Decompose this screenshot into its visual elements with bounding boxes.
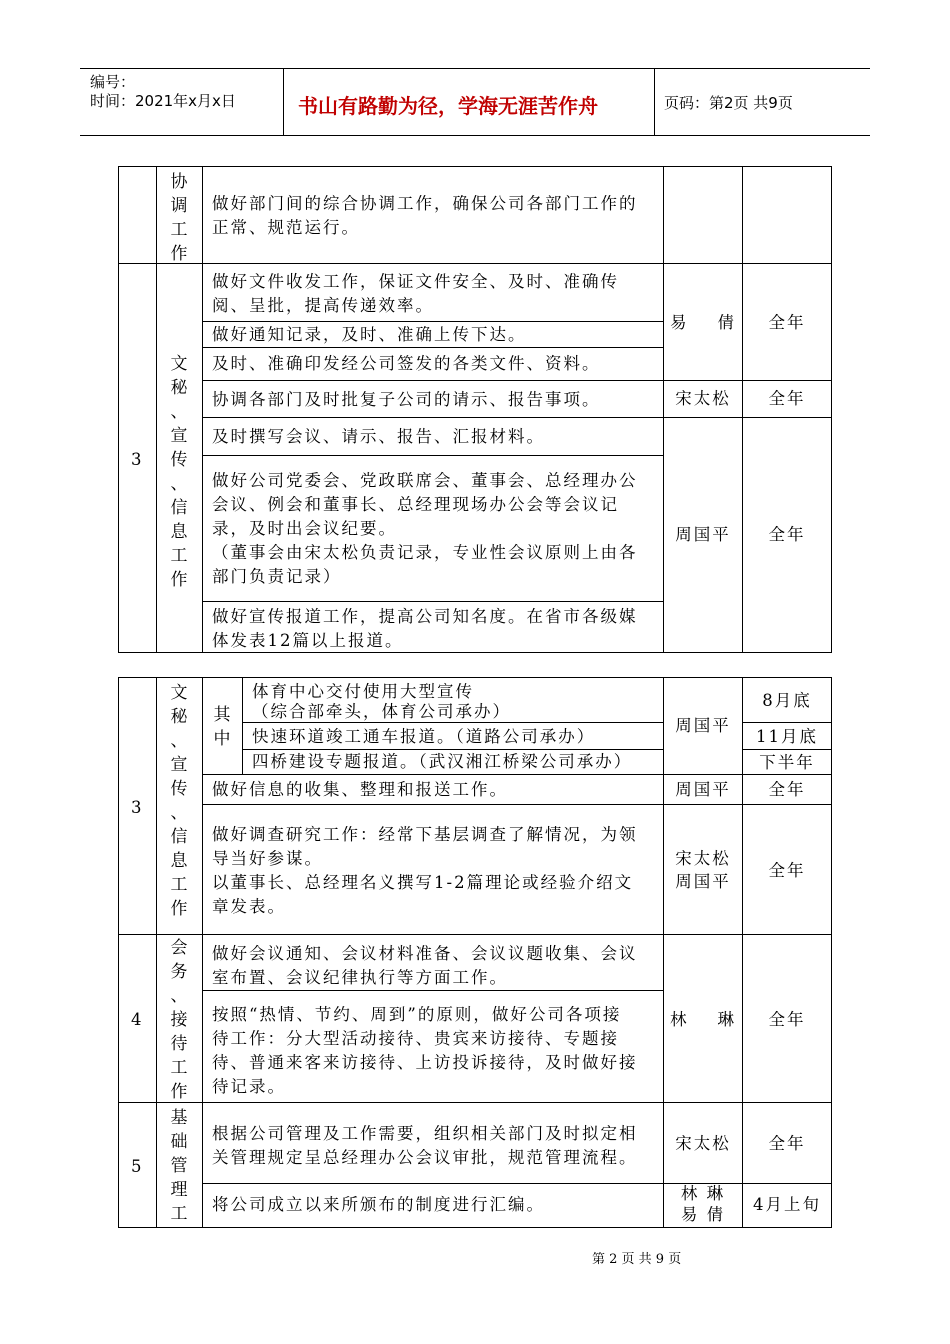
task-text: 导当好参谋。 xyxy=(212,849,323,868)
t2-row-b xyxy=(202,804,832,805)
task-text: 协调各部门及时批复子公司的请示、报告事项。 xyxy=(212,390,601,409)
label-char: 作 xyxy=(170,244,188,264)
task-text: 待、普通来客来访接待、上访投诉接待，及时做好接 xyxy=(212,1053,638,1072)
label-char: 息 xyxy=(170,851,188,871)
label-char: 作 xyxy=(170,1082,188,1102)
t2-row-sec3-end xyxy=(118,934,832,935)
task-text: 将公司成立以来所颁布的制度进行汇编。 xyxy=(212,1195,545,1214)
task-text: 章发表。 xyxy=(212,897,286,916)
task-text: 及时、准确印发经公司签发的各类文件、资料。 xyxy=(212,354,601,373)
label-char: 宣 xyxy=(170,755,188,775)
task-text: 做好会议通知、会议材料准备、会议议题收集、会议 xyxy=(212,944,638,963)
label-char: 工 xyxy=(170,546,188,566)
task-text: 做好调查研究工作：经常下基层调查了解情况，为领 xyxy=(212,825,638,844)
person-cell: 周国平 xyxy=(675,525,731,544)
label-char: 中 xyxy=(213,729,231,749)
task-text: 以董事长、总经理名义撰写1-2篇理论或经验介绍文 xyxy=(212,873,634,892)
t1-sec3-label xyxy=(167,352,191,592)
time-cell: 全年 xyxy=(768,780,806,799)
time-cell: 全年 xyxy=(768,525,806,544)
task-text: 待工作：分大型活动接待、贵宾来访接待、专题接 xyxy=(212,1029,619,1048)
header-top-rule xyxy=(80,68,870,69)
t1-row-coord-end xyxy=(118,263,832,264)
t2-col3 xyxy=(202,677,203,1228)
label-char: 会 xyxy=(170,938,188,958)
label-char: 工 xyxy=(170,875,188,895)
label-char: 信 xyxy=(170,827,188,847)
t1-row-f xyxy=(202,601,663,602)
coord-label xyxy=(167,170,191,266)
sub-label xyxy=(210,703,234,751)
task-text: 根据公司管理及工作需要，组织相关部门及时拟定相 xyxy=(212,1124,638,1143)
label-char: 秘 xyxy=(170,707,188,727)
t2-sub-time-row1 xyxy=(742,722,832,723)
task-text: 体发表12篇以上报道。 xyxy=(212,631,404,650)
t2-row-sec4-end xyxy=(118,1102,832,1103)
label-char: 作 xyxy=(170,570,188,590)
person-cell: 周国平 xyxy=(675,716,731,735)
person-cell: 宋太松 周国平 xyxy=(675,849,731,891)
page-footer: 第 2 页 共 9 页 xyxy=(592,1252,682,1267)
label-char: 文 xyxy=(170,683,188,703)
t1-row-b xyxy=(202,347,663,348)
header-time: 时间：2021年x月x日 xyxy=(90,92,236,110)
label-char: 工 xyxy=(170,1204,188,1224)
task-text: 关管理规定呈总经理办公会议审批，规范管理流程。 xyxy=(212,1148,638,1167)
header-motto: 书山有路勤为径，学海无涯苦作舟 xyxy=(298,94,598,118)
header-number: 编号： xyxy=(90,73,136,91)
time-cell: 8月底 xyxy=(762,691,812,710)
t1-left xyxy=(118,166,119,653)
t1-row-d xyxy=(202,417,832,418)
coord-task-line2: 正常、规范运行。 xyxy=(212,218,360,237)
task-text: 及时撰写会议、请示、报告、汇报材料。 xyxy=(212,427,545,446)
time-cell: 全年 xyxy=(768,389,806,408)
task-text: 做好通知记录，及时、准确上传下达。 xyxy=(212,325,527,344)
t2-row-c xyxy=(202,990,663,991)
label-char: 秘 xyxy=(170,378,188,398)
t2-bottom xyxy=(118,1227,832,1228)
t1-row-a xyxy=(202,321,663,322)
time-cell: 4月上旬 xyxy=(753,1195,821,1214)
t2-sub-col xyxy=(242,677,243,774)
label-char: 宣 xyxy=(170,426,188,446)
task-text: 做好宣传报道工作，提高公司知名度。在省市各级媒 xyxy=(212,607,638,626)
header-divider-left xyxy=(283,68,284,136)
time-cell: 下半年 xyxy=(759,753,815,772)
task-text: 做好信息的收集、整理和报送工作。 xyxy=(212,780,508,799)
label-char: 理 xyxy=(170,1180,188,1200)
time-cell: 11月底 xyxy=(756,727,818,746)
header-page-info: 页码：第2页 共9页 xyxy=(664,94,793,112)
task-text: 做好文件收发工作，保证文件安全、及时、准确传 xyxy=(212,272,619,291)
time-cell: 全年 xyxy=(768,1134,806,1153)
header-bottom-rule xyxy=(80,135,870,136)
sub-task-text: （综合部牵头，体育公司承办） xyxy=(252,702,511,721)
label-char: 调 xyxy=(170,196,188,216)
label-char: 息 xyxy=(170,522,188,542)
t2-sub-time-row2 xyxy=(742,749,832,750)
t1-col3 xyxy=(202,166,203,653)
label-char: 、 xyxy=(170,474,188,494)
label-char: 、 xyxy=(170,803,188,823)
t2-col2 xyxy=(156,677,157,1228)
task-text: 录，及时出会议纪要。 xyxy=(212,519,397,538)
person-cell: 周国平 xyxy=(675,780,731,799)
person-cell: 宋太松 xyxy=(675,389,731,408)
sec5-label xyxy=(167,1106,191,1226)
time-cell: 全年 xyxy=(768,861,806,880)
time-cell: 全年 xyxy=(768,1010,806,1029)
t2-left xyxy=(118,677,119,1228)
t1-sec3-number: 3 xyxy=(131,450,144,469)
label-char: 、 xyxy=(170,986,188,1006)
label-char: 传 xyxy=(170,450,188,470)
task-text: 室布置、会议纪律执行等方面工作。 xyxy=(212,968,508,987)
task-text: （董事会由宋太松负责记录，专业性会议原则上由各 xyxy=(212,543,638,562)
t2-top xyxy=(118,677,832,678)
task-text: 阅、呈批，提高传递效率。 xyxy=(212,296,434,315)
person-cell: 易 倩 xyxy=(670,313,736,332)
task-text: 做好公司党委会、党政联席会、董事会、总经理办公 xyxy=(212,471,638,490)
task-text: 按照“热情、节约、周到”的原则，做好公司各项接 xyxy=(212,1005,622,1024)
sec4-label xyxy=(167,936,191,1104)
label-char: 文 xyxy=(170,354,188,374)
label-char: 传 xyxy=(170,779,188,799)
t1-row-c xyxy=(202,380,832,381)
label-char: 信 xyxy=(170,498,188,518)
coord-task-line1: 做好部门间的综合协调工作，确保公司各部门工作的 xyxy=(212,194,638,213)
person-cell: 林 琳 xyxy=(670,1010,736,1029)
label-char: 基 xyxy=(170,1108,188,1128)
label-char: 协 xyxy=(170,172,188,192)
sub-task-text: 体育中心交付使用大型宣传 xyxy=(252,682,474,701)
label-char: 础 xyxy=(170,1132,188,1152)
label-char: 工 xyxy=(170,220,188,240)
t1-row-e xyxy=(202,455,663,456)
t2-sec3-label xyxy=(167,681,191,921)
sub-task-text: 快速环道竣工通车报道。（道路公司承办） xyxy=(252,727,596,746)
person-cell: 林 琳 易 倩 xyxy=(680,1184,726,1224)
label-char: 管 xyxy=(170,1156,188,1176)
label-char: 接 xyxy=(170,1010,188,1030)
t2-sec3-number: 3 xyxy=(131,798,144,817)
label-char: 、 xyxy=(170,731,188,751)
t1-right xyxy=(831,166,832,653)
sec4-number: 4 xyxy=(131,1010,144,1029)
label-char: 务 xyxy=(170,962,188,982)
sec5-number: 5 xyxy=(131,1157,144,1176)
t1-col2 xyxy=(156,166,157,653)
label-char: 其 xyxy=(213,705,231,725)
person-cell: 宋太松 xyxy=(675,1134,731,1153)
sub-task-text: 四桥建设专题报道。（武汉湘江桥梁公司承办） xyxy=(252,752,633,771)
t2-row-a xyxy=(202,774,832,775)
task-text: 待记录。 xyxy=(212,1077,286,1096)
time-cell: 全年 xyxy=(768,313,806,332)
task-text: 部门负责记录） xyxy=(212,567,342,586)
t2-right xyxy=(831,677,832,1228)
label-char: 、 xyxy=(170,402,188,422)
task-text: 会议、例会和董事长、总经理现场办公会等会议记 xyxy=(212,495,619,514)
t1-top xyxy=(118,166,832,167)
label-char: 工 xyxy=(170,1058,188,1078)
label-char: 作 xyxy=(170,899,188,919)
header-divider-right xyxy=(654,68,655,136)
label-char: 待 xyxy=(170,1034,188,1054)
